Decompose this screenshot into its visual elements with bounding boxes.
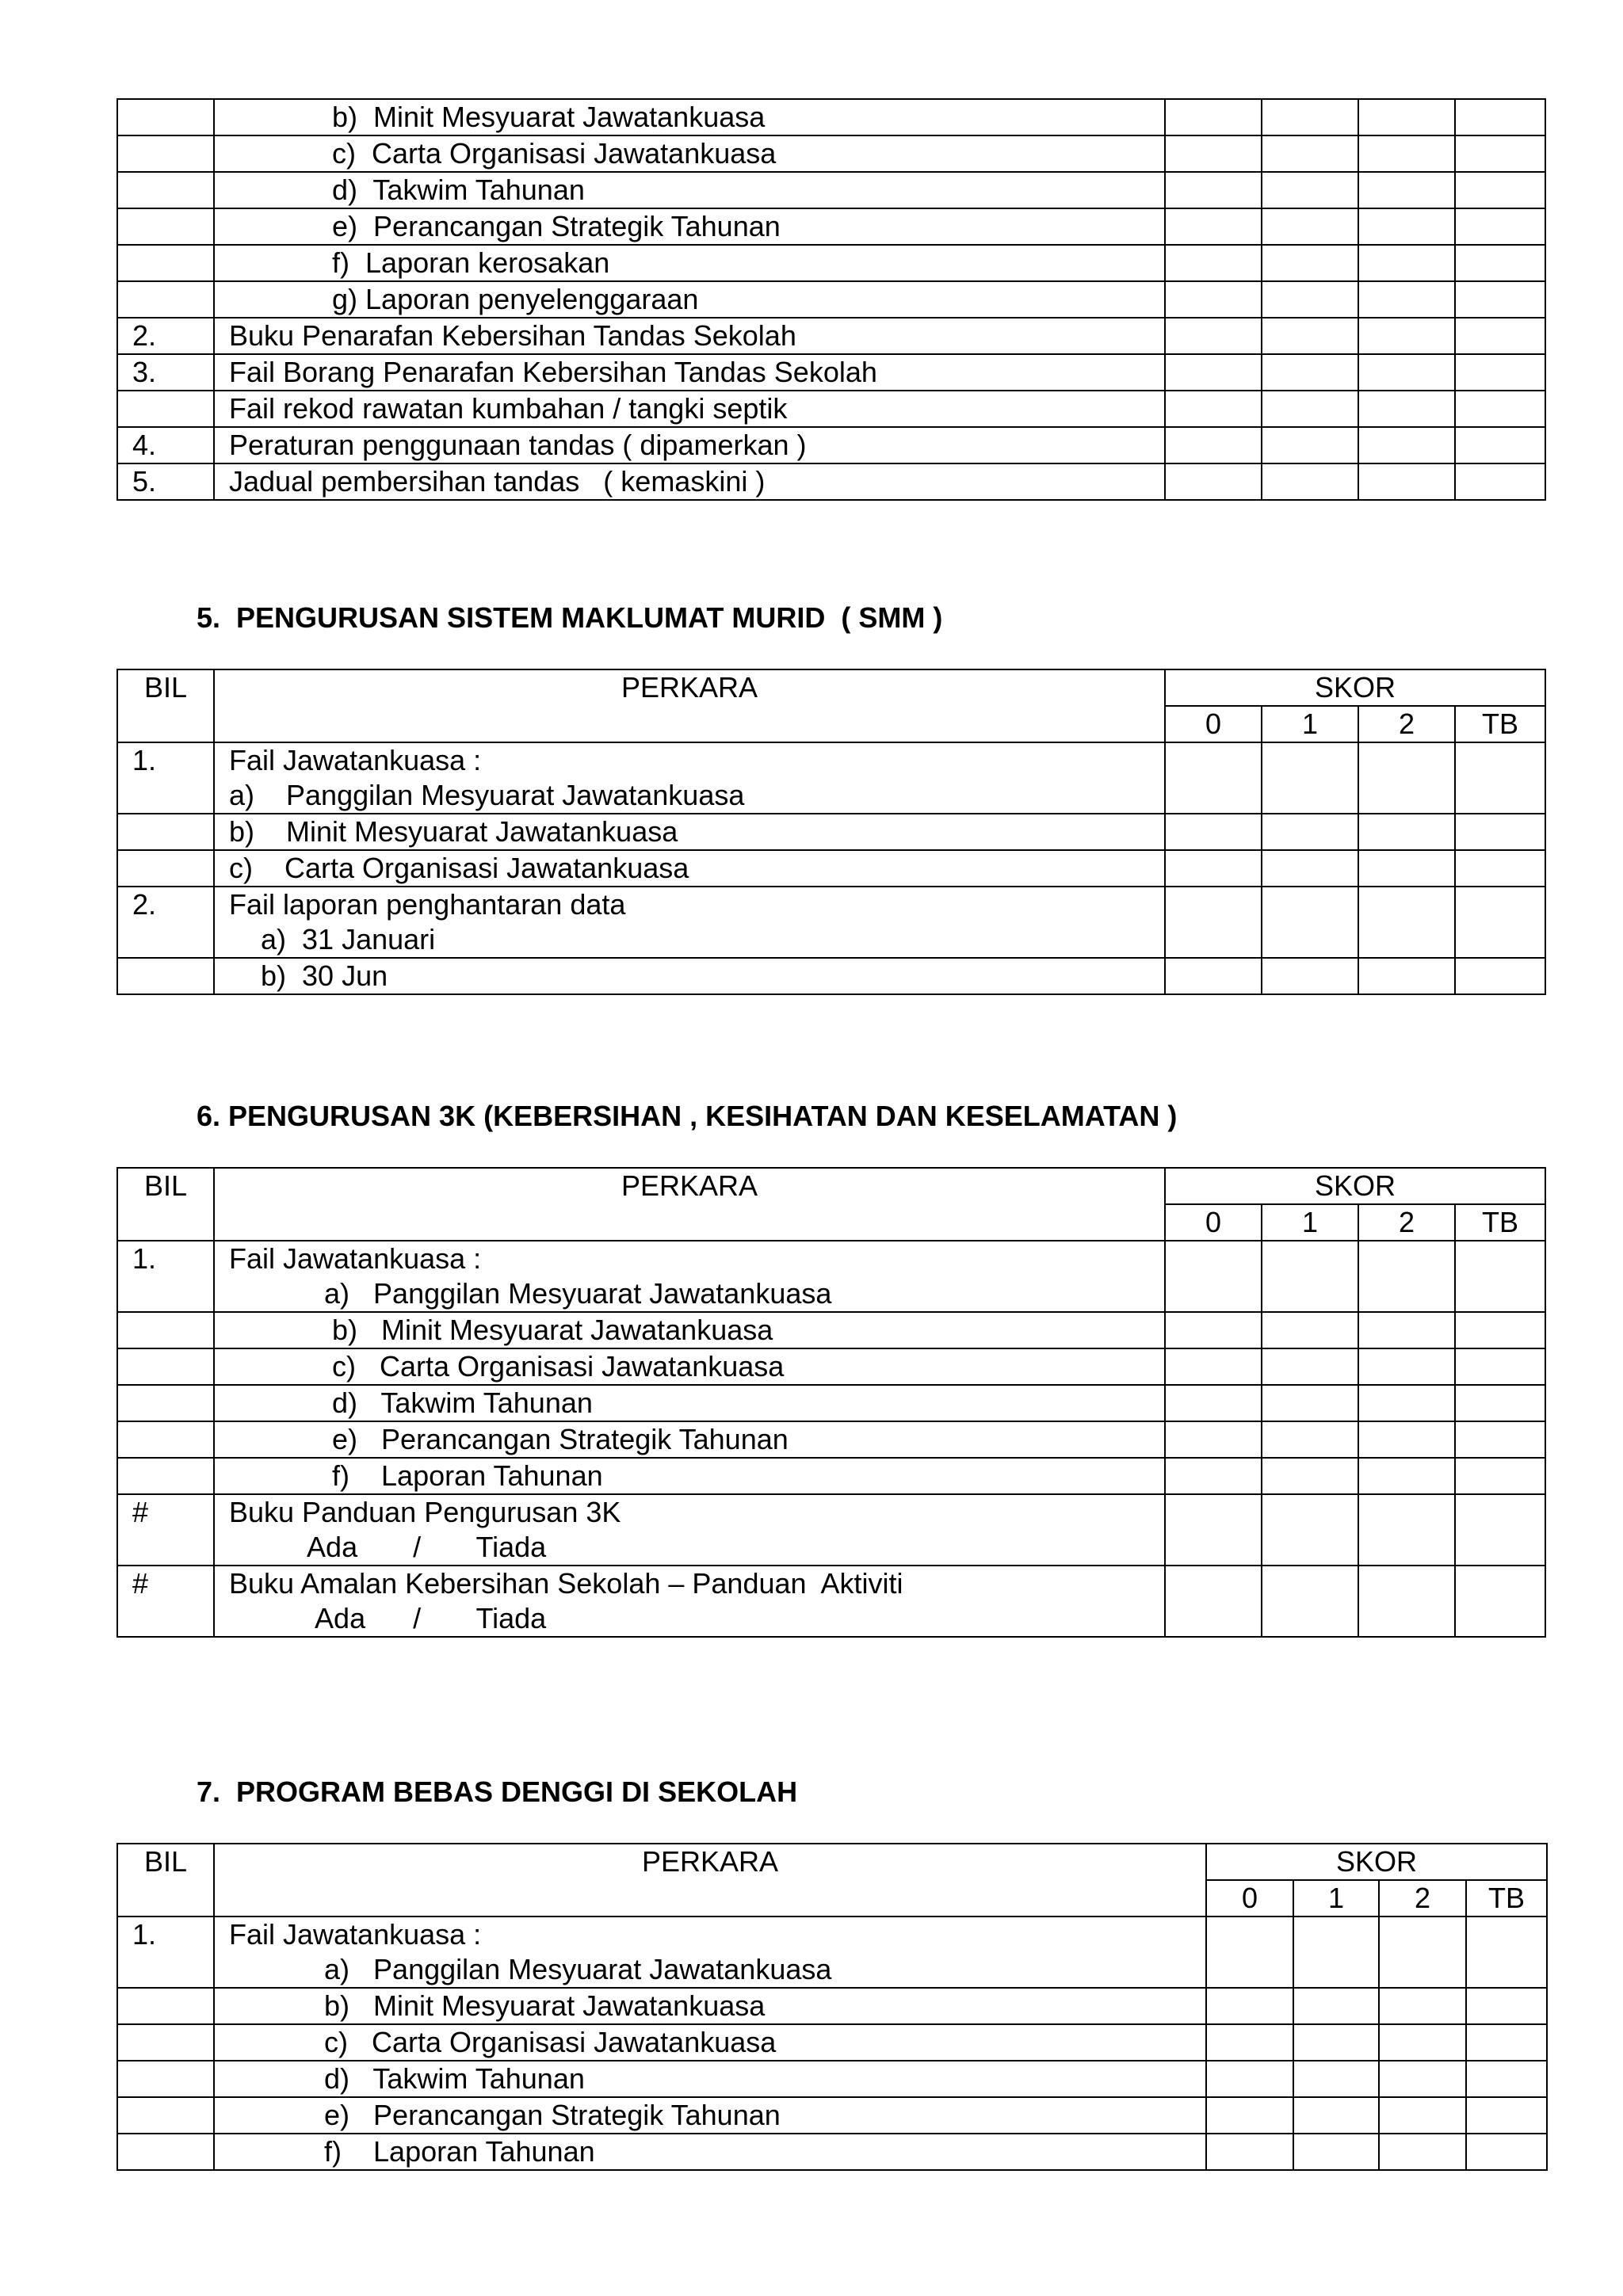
score-cell xyxy=(1358,1348,1455,1385)
perkara-line: Fail rekod rawatan kumbahan / tangki septik xyxy=(229,392,788,425)
skor-header: SKOR xyxy=(1165,1168,1545,1204)
bil-cell: 2. xyxy=(117,887,214,958)
score-cell xyxy=(1455,1421,1545,1458)
score-col-header: TB xyxy=(1455,706,1545,742)
score-cell xyxy=(1165,391,1262,427)
score-cell xyxy=(1262,1348,1358,1385)
table-row xyxy=(117,1348,1545,1385)
perkara-cell xyxy=(214,1385,1165,1421)
bil-header: BIL xyxy=(117,1168,214,1241)
score-cell xyxy=(1358,391,1455,427)
score-col-header: 0 xyxy=(1206,1880,1293,1917)
score-cell xyxy=(1358,245,1455,281)
score-cell xyxy=(1165,208,1262,245)
table-row xyxy=(117,281,1545,318)
score-cell xyxy=(1165,427,1262,463)
score-cell xyxy=(1165,245,1262,281)
score-cell xyxy=(1206,2097,1293,2134)
perkara-line: c) Carta Organisasi Jawatankuasa xyxy=(229,2026,777,2058)
perkara-line: f) Laporan Tahunan xyxy=(229,1459,603,1492)
score-col-header: 0 xyxy=(1165,1204,1262,1241)
score-cell xyxy=(1165,1241,1262,1312)
perkara-line: Ada / Tiada xyxy=(229,1531,547,1563)
score-cell xyxy=(1165,1421,1262,1458)
score-cell xyxy=(1358,427,1455,463)
score-cell xyxy=(1262,887,1358,958)
score-cell xyxy=(1358,99,1455,135)
score-cell xyxy=(1358,354,1455,391)
perkara-cell xyxy=(214,1458,1165,1494)
perkara-cell xyxy=(214,1421,1165,1458)
score-cell xyxy=(1165,172,1262,208)
bil-cell xyxy=(117,391,214,427)
score-cell xyxy=(1165,1312,1262,1348)
score-cell xyxy=(1455,850,1545,887)
score-cell xyxy=(1455,887,1545,958)
score-cell xyxy=(1379,2061,1466,2097)
perkara-cell xyxy=(214,2061,1206,2097)
perkara-cell xyxy=(214,850,1165,887)
score-cell xyxy=(1455,814,1545,850)
perkara-cell xyxy=(214,208,1165,245)
table-row xyxy=(117,1988,1547,2024)
score-cell xyxy=(1262,99,1358,135)
bil-cell xyxy=(117,1312,214,1348)
table-row xyxy=(117,1917,1547,1988)
score-cell xyxy=(1293,2097,1379,2134)
score-cell xyxy=(1358,1494,1455,1566)
score-cell xyxy=(1293,2024,1379,2061)
score-cell xyxy=(1262,958,1358,994)
bil-cell: 3. xyxy=(117,354,214,391)
score-cell xyxy=(1165,318,1262,354)
perkara-line: e) Perancangan Strategik Tahunan xyxy=(229,2099,781,2131)
score-cell xyxy=(1358,1421,1455,1458)
perkara-line: d) Takwim Tahunan xyxy=(229,2062,585,2095)
bil-cell xyxy=(117,850,214,887)
score-cell xyxy=(1262,850,1358,887)
table-row xyxy=(117,2134,1547,2170)
bil-cell: 1. xyxy=(117,1241,214,1312)
score-col-header: 0 xyxy=(1165,706,1262,742)
score-cell xyxy=(1466,2097,1547,2134)
perkara-line: b) 30 Jun xyxy=(229,959,388,992)
perkara-line: Fail Jawatankuasa : xyxy=(229,1242,482,1275)
score-cell xyxy=(1262,172,1358,208)
perkara-cell xyxy=(214,354,1165,391)
score-cell xyxy=(1262,1566,1358,1637)
score-cell xyxy=(1455,463,1545,500)
score-cell xyxy=(1262,463,1358,500)
score-cell xyxy=(1455,391,1545,427)
bil-cell xyxy=(117,1458,214,1494)
score-col-header: 1 xyxy=(1262,706,1358,742)
score-col-header: TB xyxy=(1466,1880,1547,1917)
score-cell xyxy=(1262,245,1358,281)
perkara-line: Ada / Tiada xyxy=(229,1602,547,1634)
score-cell xyxy=(1165,958,1262,994)
section-5-heading: 5. PENGURUSAN SISTEM MAKLUMAT MURID ( SMM ) xyxy=(197,601,943,634)
bil-cell xyxy=(117,1421,214,1458)
score-cell xyxy=(1358,281,1455,318)
perkara-line: f) Laporan Tahunan xyxy=(229,2135,595,2168)
table-row xyxy=(117,2024,1547,2061)
perkara-line: a) Panggilan Mesyuarat Jawatankuasa xyxy=(229,779,745,811)
perkara-cell xyxy=(214,1566,1165,1637)
bil-cell xyxy=(117,958,214,994)
table-body xyxy=(117,742,1545,994)
score-cell xyxy=(1262,814,1358,850)
bil-cell xyxy=(117,1385,214,1421)
bil-cell xyxy=(117,1988,214,2024)
perkara-line: c) Carta Organisasi Jawatankuasa xyxy=(229,852,689,884)
table-row xyxy=(117,245,1545,281)
section-7-heading: 7. PROGRAM BEBAS DENGGI DI SEKOLAH xyxy=(197,1775,798,1808)
score-cell xyxy=(1358,1458,1455,1494)
score-cell xyxy=(1358,850,1455,887)
perkara-header: PERKARA xyxy=(214,1168,1165,1241)
table-row xyxy=(117,318,1545,354)
score-cell xyxy=(1455,1458,1545,1494)
score-cell xyxy=(1262,135,1358,172)
score-cell xyxy=(1358,814,1455,850)
perkara-cell xyxy=(214,99,1165,135)
score-cell xyxy=(1455,1385,1545,1421)
score-col-header: TB xyxy=(1455,1204,1545,1241)
score-cell xyxy=(1206,2061,1293,2097)
score-cell xyxy=(1358,1385,1455,1421)
score-cell xyxy=(1293,1917,1379,1988)
score-cell xyxy=(1262,1458,1358,1494)
table-row xyxy=(117,391,1545,427)
perkara-cell xyxy=(214,2134,1206,2170)
perkara-line: g) Laporan penyelenggaraan xyxy=(229,283,699,315)
perkara-line: b) Minit Mesyuarat Jawatankuasa xyxy=(229,101,766,133)
score-cell xyxy=(1165,850,1262,887)
bil-cell xyxy=(117,2024,214,2061)
score-cell xyxy=(1293,2061,1379,2097)
score-cell xyxy=(1165,99,1262,135)
bil-header: BIL xyxy=(117,1844,214,1917)
skor-header: SKOR xyxy=(1165,669,1545,706)
score-col-header: 1 xyxy=(1262,1204,1358,1241)
checklist-table-continued xyxy=(116,98,1546,501)
skor-header: SKOR xyxy=(1206,1844,1547,1880)
bil-header: BIL xyxy=(117,669,214,742)
score-cell xyxy=(1379,2097,1466,2134)
score-cell xyxy=(1206,1917,1293,1988)
score-cell xyxy=(1165,135,1262,172)
table-body xyxy=(117,1917,1547,2170)
bil-cell: 2. xyxy=(117,318,214,354)
section-7-table xyxy=(116,1843,1548,2171)
bil-cell xyxy=(117,99,214,135)
score-cell xyxy=(1466,2024,1547,2061)
bil-cell: 5. xyxy=(117,463,214,500)
perkara-cell xyxy=(214,1312,1165,1348)
perkara-line: a) 31 Januari xyxy=(229,923,436,955)
perkara-line: a) Panggilan Mesyuarat Jawatankuasa xyxy=(229,1277,832,1310)
table-row xyxy=(117,99,1545,135)
bil-cell xyxy=(117,135,214,172)
perkara-cell xyxy=(214,1988,1206,2024)
score-cell xyxy=(1206,1988,1293,2024)
perkara-line: e) Perancangan Strategik Tahunan xyxy=(229,1423,789,1455)
score-col-header: 2 xyxy=(1379,1880,1466,1917)
score-cell xyxy=(1455,1312,1545,1348)
score-cell xyxy=(1455,99,1545,135)
perkara-line: a) Panggilan Mesyuarat Jawatankuasa xyxy=(229,1953,832,1985)
score-cell xyxy=(1455,427,1545,463)
score-cell xyxy=(1262,318,1358,354)
perkara-cell xyxy=(214,1494,1165,1566)
table-header xyxy=(117,1844,1547,1917)
bil-cell xyxy=(117,245,214,281)
table-row xyxy=(117,427,1545,463)
score-cell xyxy=(1262,208,1358,245)
perkara-line: c) Carta Organisasi Jawatankuasa xyxy=(229,137,777,170)
table-row xyxy=(117,850,1545,887)
score-cell xyxy=(1358,887,1455,958)
score-cell xyxy=(1379,2134,1466,2170)
score-cell xyxy=(1358,208,1455,245)
perkara-line: Fail Jawatankuasa : xyxy=(229,744,482,776)
score-cell xyxy=(1455,742,1545,814)
score-cell xyxy=(1262,1385,1358,1421)
perkara-line: b) Minit Mesyuarat Jawatankuasa xyxy=(229,815,678,848)
score-cell xyxy=(1206,2134,1293,2170)
bil-cell: 4. xyxy=(117,427,214,463)
score-col-header: 2 xyxy=(1358,1204,1455,1241)
score-cell xyxy=(1165,463,1262,500)
header-row xyxy=(117,1844,1547,1880)
perkara-cell xyxy=(214,245,1165,281)
section-5-table xyxy=(116,669,1546,995)
score-cell xyxy=(1455,958,1545,994)
score-cell xyxy=(1262,281,1358,318)
score-cell xyxy=(1165,1385,1262,1421)
bil-cell xyxy=(117,1348,214,1385)
score-cell xyxy=(1455,354,1545,391)
perkara-line: Peraturan penggunaan tandas ( dipamerkan ) xyxy=(229,429,807,461)
bil-cell xyxy=(117,2134,214,2170)
table-body xyxy=(117,1241,1545,1637)
score-cell xyxy=(1379,2024,1466,2061)
score-cell xyxy=(1466,1917,1547,1988)
perkara-cell xyxy=(214,814,1165,850)
score-cell xyxy=(1293,2134,1379,2170)
bil-cell xyxy=(117,2061,214,2097)
table-row xyxy=(117,208,1545,245)
score-cell xyxy=(1165,887,1262,958)
bil-cell xyxy=(117,208,214,245)
score-cell xyxy=(1358,742,1455,814)
score-cell xyxy=(1293,1988,1379,2024)
perkara-cell xyxy=(214,2024,1206,2061)
score-cell xyxy=(1165,742,1262,814)
score-cell xyxy=(1466,2061,1547,2097)
perkara-line: Fail Jawatankuasa : xyxy=(229,1918,482,1951)
score-cell xyxy=(1358,172,1455,208)
table-row xyxy=(117,2061,1547,2097)
score-cell xyxy=(1379,1917,1466,1988)
score-cell xyxy=(1165,354,1262,391)
perkara-line: d) Takwim Tahunan xyxy=(229,1386,593,1419)
table-header xyxy=(117,669,1545,742)
score-cell xyxy=(1358,135,1455,172)
score-cell xyxy=(1455,245,1545,281)
perkara-line: f) Laporan kerosakan xyxy=(229,246,610,279)
perkara-cell xyxy=(214,742,1165,814)
score-cell xyxy=(1466,1988,1547,2024)
score-cell xyxy=(1262,354,1358,391)
perkara-line: b) Minit Mesyuarat Jawatankuasa xyxy=(229,1989,766,2022)
score-cell xyxy=(1455,281,1545,318)
table-row xyxy=(117,742,1545,814)
perkara-line: Buku Amalan Kebersihan Sekolah – Panduan Aktiviti xyxy=(229,1567,903,1600)
score-cell xyxy=(1455,208,1545,245)
perkara-line: e) Perancangan Strategik Tahunan xyxy=(229,210,781,242)
perkara-cell xyxy=(214,172,1165,208)
header-row xyxy=(117,1168,1545,1204)
bil-cell xyxy=(117,172,214,208)
score-cell xyxy=(1455,172,1545,208)
score-cell xyxy=(1165,814,1262,850)
score-cell xyxy=(1358,1312,1455,1348)
bil-cell xyxy=(117,2097,214,2134)
table-row xyxy=(117,1421,1545,1458)
perkara-cell xyxy=(214,463,1165,500)
score-cell xyxy=(1358,1241,1455,1312)
perkara-header: PERKARA xyxy=(214,669,1165,742)
header-row xyxy=(117,669,1545,706)
table-row xyxy=(117,814,1545,850)
perkara-line: d) Takwim Tahunan xyxy=(229,174,585,206)
table-row xyxy=(117,1312,1545,1348)
score-cell xyxy=(1358,958,1455,994)
score-cell xyxy=(1358,1566,1455,1637)
table-row xyxy=(117,1458,1545,1494)
score-cell xyxy=(1262,1494,1358,1566)
perkara-header: PERKARA xyxy=(214,1844,1206,1917)
perkara-cell xyxy=(214,1917,1206,1988)
table-row xyxy=(117,958,1545,994)
section-6-heading: 6. PENGURUSAN 3K (KEBERSIHAN , KESIHATAN DAN KESELAMATAN ) xyxy=(197,1100,1178,1132)
table-row xyxy=(117,354,1545,391)
score-cell xyxy=(1455,1566,1545,1637)
section-6-table xyxy=(116,1167,1546,1638)
perkara-cell xyxy=(214,135,1165,172)
perkara-line: Jadual pembersihan tandas ( kemaskini ) xyxy=(229,465,766,498)
score-cell xyxy=(1455,1241,1545,1312)
bil-cell: 1. xyxy=(117,742,214,814)
table-row xyxy=(117,1385,1545,1421)
score-cell xyxy=(1466,2134,1547,2170)
score-cell xyxy=(1379,1988,1466,2024)
score-cell xyxy=(1262,1312,1358,1348)
score-cell xyxy=(1165,1348,1262,1385)
table-header xyxy=(117,1168,1545,1241)
score-cell xyxy=(1262,742,1358,814)
score-cell xyxy=(1262,1421,1358,1458)
perkara-cell xyxy=(214,1241,1165,1312)
score-cell xyxy=(1165,1458,1262,1494)
perkara-line: Buku Panduan Pengurusan 3K xyxy=(229,1496,621,1528)
table-body xyxy=(117,99,1545,500)
score-cell xyxy=(1165,1494,1262,1566)
score-cell xyxy=(1455,1494,1545,1566)
score-cell xyxy=(1206,2024,1293,2061)
score-cell xyxy=(1262,1241,1358,1312)
perkara-cell xyxy=(214,2097,1206,2134)
table-row xyxy=(117,2097,1547,2134)
perkara-cell xyxy=(214,281,1165,318)
perkara-line: b) Minit Mesyuarat Jawatankuasa xyxy=(229,1314,773,1346)
bil-cell: 1. xyxy=(117,1917,214,1988)
score-cell xyxy=(1262,391,1358,427)
perkara-line: c) Carta Organisasi Jawatankuasa xyxy=(229,1350,785,1383)
score-cell xyxy=(1262,427,1358,463)
table-row xyxy=(117,135,1545,172)
bil-cell xyxy=(117,281,214,318)
bil-cell: # xyxy=(117,1494,214,1566)
perkara-cell xyxy=(214,427,1165,463)
table-row xyxy=(117,463,1545,500)
table-row xyxy=(117,1241,1545,1312)
bil-cell xyxy=(117,814,214,850)
bil-cell: # xyxy=(117,1566,214,1637)
score-cell xyxy=(1455,135,1545,172)
score-cell xyxy=(1455,1348,1545,1385)
score-col-header: 2 xyxy=(1358,706,1455,742)
table-row xyxy=(117,887,1545,958)
perkara-line: Fail laporan penghantaran data xyxy=(229,888,626,921)
score-cell xyxy=(1455,318,1545,354)
perkara-cell xyxy=(214,1348,1165,1385)
perkara-line: Buku Penarafan Kebersihan Tandas Sekolah xyxy=(229,319,796,352)
score-cell xyxy=(1165,281,1262,318)
score-col-header: 1 xyxy=(1293,1880,1379,1917)
table-row xyxy=(117,172,1545,208)
perkara-cell xyxy=(214,958,1165,994)
table-row xyxy=(117,1566,1545,1637)
perkara-cell xyxy=(214,887,1165,958)
score-cell xyxy=(1358,318,1455,354)
perkara-cell xyxy=(214,318,1165,354)
perkara-cell xyxy=(214,391,1165,427)
score-cell xyxy=(1165,1566,1262,1637)
perkara-line: Fail Borang Penarafan Kebersihan Tandas Sekolah xyxy=(229,356,877,388)
table-row xyxy=(117,1494,1545,1566)
score-cell xyxy=(1358,463,1455,500)
